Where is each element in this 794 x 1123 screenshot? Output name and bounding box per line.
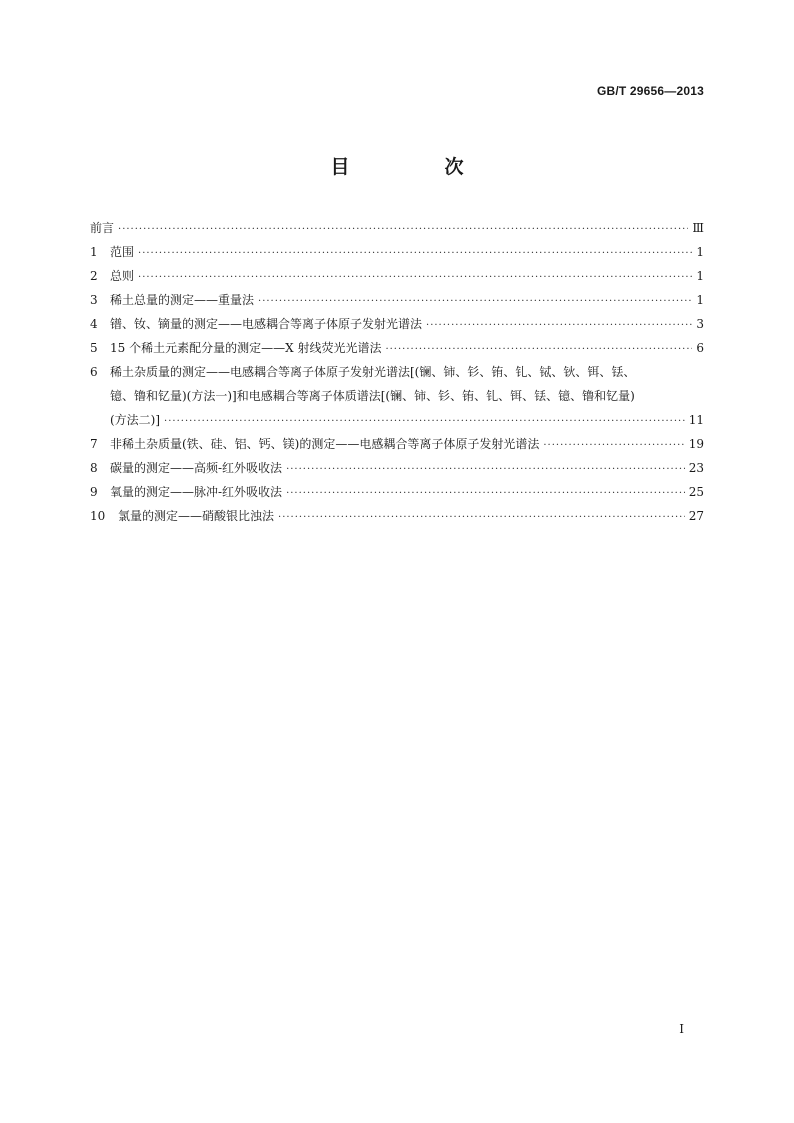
toc-entry-number: 1 <box>90 245 98 259</box>
toc-entry-text: 稀土总量的测定——重量法 <box>110 293 255 307</box>
dot-leader <box>426 314 692 338</box>
dot-leader <box>138 242 692 266</box>
toc-page-number: 25 <box>688 485 704 499</box>
dot-leader <box>164 410 685 434</box>
toc-entry-4[interactable] <box>90 312 704 336</box>
toc-entry-text: 范围 <box>110 245 135 259</box>
toc-entry-1[interactable] <box>90 240 704 264</box>
toc-entry-text: 氯量的测定——硝酸银比浊法 <box>118 509 275 523</box>
toc-page-number: 19 <box>688 437 704 451</box>
toc-entry-8[interactable] <box>90 456 704 480</box>
toc-entry-text: 前言 <box>90 221 115 235</box>
toc-page-number: 1 <box>696 245 704 259</box>
toc-entry-2[interactable] <box>90 264 704 288</box>
dot-leader <box>278 506 685 530</box>
toc-entry-text: 碳量的测定——高频-红外吸收法 <box>110 461 283 475</box>
dot-leader <box>286 482 685 506</box>
toc-page-number: 27 <box>688 509 704 523</box>
toc-entry-10[interactable] <box>90 504 704 528</box>
toc-entry-line <box>90 384 704 408</box>
toc-entry-text: 镨、钕、镝量的测定——电感耦合等离子体原子发射光谱法 <box>110 317 423 331</box>
toc-entry-number: 4 <box>90 317 98 331</box>
toc-entry-9[interactable] <box>90 480 704 504</box>
toc-entry-number: 7 <box>90 437 98 451</box>
toc-entry-number: 9 <box>90 485 98 499</box>
toc-entry-number: 10 <box>90 509 106 523</box>
toc-entry-text: 氧量的测定——脉冲-红外吸收法 <box>110 485 283 499</box>
toc-entry-text: 15 个稀土元素配分量的测定——X 射线荧光光谱法 <box>110 341 382 355</box>
page-title: 目 次 <box>330 156 502 178</box>
toc-page-number: 23 <box>688 461 704 475</box>
toc-page-number: Ⅲ <box>692 221 704 235</box>
toc-page-number: 3 <box>696 317 704 331</box>
toc-entry-text-line2: 镱、镥和钇量)(方法一)]和电感耦合等离子体质谱法[(镧、铈、钐、铕、钆、铒、铥、镱、镥和钇量) <box>110 389 635 403</box>
toc-entry-5[interactable] <box>90 336 704 360</box>
toc-entry-foreword[interactable] <box>90 216 704 240</box>
toc-entry-3[interactable] <box>90 288 704 312</box>
toc-entry-number: 3 <box>90 293 98 307</box>
dot-leader <box>118 218 688 242</box>
table-of-contents <box>90 216 704 528</box>
dot-leader <box>258 290 692 314</box>
toc-entry-6[interactable] <box>90 360 704 432</box>
page-number: I <box>679 1022 684 1036</box>
toc-entry-text-line1: 稀土杂质量的测定——电感耦合等离子体原子发射光谱法[(镧、铈、钐、铕、钆、铽、钬、铒、铥、 <box>110 365 636 379</box>
dot-leader <box>286 458 685 482</box>
dot-leader <box>385 338 692 362</box>
toc-entry-text-line3: (方法二)] <box>110 413 161 427</box>
toc-page-number: 11 <box>688 413 704 427</box>
toc-page-number: 1 <box>696 269 704 283</box>
toc-entry-number: 2 <box>90 269 98 283</box>
standard-code: GB/T 29656—2013 <box>596 84 704 98</box>
toc-entry-number: 8 <box>90 461 98 475</box>
toc-entry-line <box>90 408 704 432</box>
toc-entry-number: 6 <box>90 365 98 379</box>
toc-entry-text: 非稀土杂质量(铁、硅、铝、钙、镁)的测定——电感耦合等离子体原子发射光谱法 <box>110 437 540 451</box>
dot-leader <box>138 266 692 290</box>
toc-entry-line <box>90 360 704 384</box>
toc-entry-text: 总则 <box>110 269 135 283</box>
toc-entry-number: 5 <box>90 341 98 355</box>
toc-entry-7[interactable] <box>90 432 704 456</box>
toc-page-number: 1 <box>696 293 704 307</box>
dot-leader <box>543 434 684 458</box>
toc-page-number: 6 <box>696 341 704 355</box>
